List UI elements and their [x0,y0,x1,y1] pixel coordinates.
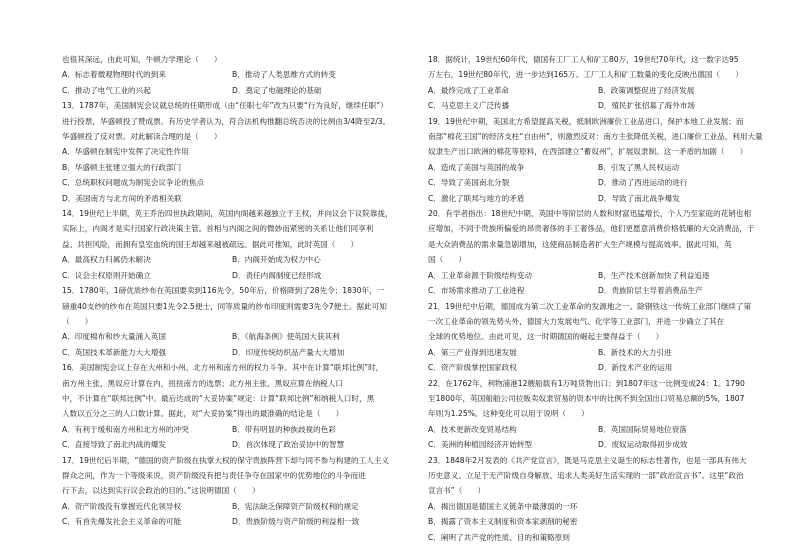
option-row [428,191,768,206]
option-row [428,175,768,190]
answer-option: C．推动了电气工业的兴起 [62,85,151,95]
answer-option: C．资产阶级掌控国家政权 [428,363,517,373]
option-row [428,437,768,452]
text-line: 14．19世纪上半期，英王乔治四世执政期间，英国内阁越来越独立于王权，并向议会下议院靠拢， [62,209,393,219]
option-row [428,345,768,360]
answer-option: D．新技术产业的运用 [598,363,673,373]
option-row [428,98,768,113]
text-line: 历史意义、立足于无产阶级自身解放、追求人类美好生活实现的一部“政治宣言书”。这里“政治 [428,470,744,480]
text-line: 人数以五分之三的人口数计算。据此，对“大妥协案”得出的最准确的结论是（ ） [62,409,344,419]
text-line: （ ） [62,316,93,326]
text-line: B．揭露了资本主义制度和资本家剥削的秘密 [428,517,578,527]
option-row [62,83,402,98]
answer-option: A．工业革命源于阶级结构变动 [428,270,532,280]
text-line: 15．1780年，1磅优质纱布在英国要卖到116先令，50年后，价格降到了28先令；1830年，一 [62,286,385,296]
text-line: 磅重40支纱的纱布在英国只要1先令2.5便士，同等质量的纱布印度则需要3先令7便士。据此可知 [62,301,387,311]
option-row [62,67,402,82]
text-line: 群众之间，作为一个等级来说，资产阶级没有把与责任争夺在国家中的优势地位的斗争而进 [62,470,366,480]
option-row [62,268,402,283]
text-line: A．华盛顿在制宪中发挥了决定性作用 [62,147,189,157]
text-line: 16．美国制宪会议上存在大州和小州、北方州和南方州的权力斗争。其中在计算“联邦比例”时， [62,363,384,373]
answer-option: A．最终完成了工业革命 [428,85,510,95]
answer-option: D．责任内阁制度已经形成 [232,270,322,280]
text-line: 华盛顿投了反对票。对此解读合理的是（ ） [62,132,222,142]
option-row [62,252,402,267]
answer-option: C．导致了美国南北分裂 [428,178,510,188]
text-line: 也很其深远，由此可知，牛顿力学理论（ ） [62,55,222,64]
text-line: 17．19世纪后半期，“德国的资产阶级在执掌大权的保守贵族阵营下却与同不参与构建的工人主义 [62,455,390,465]
text-line: 20．有学者指出：18世纪中期，英国中等阶层的人数和财富迅猛增长，个人乃至家庭的花销也相 [428,209,752,219]
text-line: 全球的优势地位。由此可见，这一时期德国的崛起主要得益于（ ） [428,332,664,342]
option-row [428,268,768,283]
option-row [62,437,402,452]
option-row [428,422,768,437]
answer-option: B．带有明显的种族歧视的色彩 [232,424,336,434]
answer-option: B．《航海条例》使英国大获其利 [232,332,340,342]
answer-option: C．美洲的种植园经济开始转型 [428,440,533,450]
text-line: 年则为1.25%。这种变化可以用于说明（ ） [428,409,589,419]
option-row [428,283,768,298]
answer-option: C．马克思主义广泛传播 [428,101,510,111]
text-line: 是大众消费品的需求量急剧增加，这使商品制造者扩大生产规模与提高效率。据此可知，英 [428,239,732,249]
answer-option: C．英国技术革新能力大大增强 [62,347,167,357]
answer-option: A．最高权力归属仍未解决 [62,255,151,265]
answer-option: D．废奴运动取得初步成效 [598,440,688,450]
answer-option: D．奠定了电磁理论的基础 [232,85,322,95]
answer-option: D．印度传统纺织品产量大大增加 [232,347,345,357]
text-line: 南部“棉花王国”的经济支柱“自由州”，则激烈反对：南方主张降低关税，进口廉价工业品，利用大量 [428,132,763,142]
answer-option: D．推动了西进运动的进行 [598,178,688,188]
text-line: 奴隶生产出口欧洲的棉花等原料，在西部建立“蓄奴州”，扩展奴隶制。这一矛盾的加剧（ ） [428,147,748,157]
option-row [62,499,402,514]
option-row [428,160,768,175]
text-line: C．总统职权问题成为制宪会议争论的焦点 [62,178,204,188]
option-row [62,422,402,437]
answer-option: D．首次体现了政治妥协中的智慧 [232,440,345,450]
option-row [428,83,768,98]
text-line: D．美国南方与北方间的矛盾相关联 [62,193,182,203]
answer-option: B．英国国际贸易地位衰落 [598,424,687,434]
answer-option: B．内阁开始成为权力中心 [232,255,321,265]
text-line: 万左右，19世纪80年代，进一步达到165万。工厂工人和矿工数量的变化反映出德国（ ） [428,70,743,80]
text-line: 中，不计算在“联邦比例”中。最后达成的“大妥协案”规定：计算“联邦比例”和纳税人口时，黑 [62,393,375,403]
text-line: 应增加，不同于贵族所偏爱的昂贵奢侈的手工奢侈品，他们更愿意消费价格低廉的大众消费品，于 [428,224,755,234]
right-column [428,52,768,545]
text-line: 实际上，内阁才是实行国家行政决策主管。首相与内阁之间的微妙而紧密的关系让他们同享利 [62,224,374,234]
answer-option: D．殖民扩张招募了海外市场 [598,101,695,111]
text-line: 23．1848年2月发表的《共产党宣言》，既是马克思主义诞生的标志性著作，也是一部具有伟大 [428,455,747,465]
option-row [62,514,402,529]
answer-option: A．标志着微观物理时代的到来 [62,70,166,80]
text-line: 一次工业革命的领先势头外，德国大力发展电气、化学等工业部门，并进一步确立了其在 [428,316,725,326]
answer-option: C．激化了联邦与地方的矛盾 [428,193,525,203]
text-line: 13．1787年，美国制宪会议就总统的任期形成（由“任职七年”改为只要“行为良好，继续任职”） [62,101,388,111]
text-line: 行下去，以达到实行议会政治的目的。”这说明德国（ ） [62,486,260,496]
answer-option: B．推动了人类思维方式的转变 [232,70,336,80]
answer-option: D．贵族阶层主导着消费品生产 [598,286,703,296]
option-row [428,360,768,375]
text-line: 国（ ） [428,255,466,265]
text-line: 22．在1762年，利物浦港12艘船载有1万吨货物出口；到1807年这一比例变成24：1。1790 [428,378,745,388]
text-line: C．阐明了共产党的性质、目的和策略原则 [428,532,570,542]
text-line: 益、共担风险，而拥有皇室血统的国王却越来越被疏远。据此可推知，此时英国（ ） [62,239,359,249]
answer-option: D．导致了南北战争爆发 [598,193,680,203]
text-line: B．华盛顿主张建立强大的行政部门 [62,162,182,172]
text-line: 21．19世纪中后期，德国成为第二次工业革命的发源地之一。除钢铁这一传统工业部门继续了第 [428,301,752,311]
answer-option: C．市场需求推动了工业进程 [428,286,525,296]
text-line: 宣言书”（ ） [428,486,486,496]
answer-option: C．直接导致了南北内战的爆发 [62,440,167,450]
left-column [62,52,402,530]
answer-option: B．宪法缺乏保障资产阶级权利的规定 [232,501,359,511]
answer-option: B．生产技术创新加快了利益追逐 [598,270,710,280]
answer-option: D．贵族阶级与资产阶级的利益相一致 [232,517,360,527]
answer-option: A．技术更新改变贸易结构 [428,424,517,434]
text-line: 南方州主张，黑奴应计算在内，扭扭南方的选票；北方州主张，黑奴应算在纳税人口 [62,378,343,388]
text-line: 至1800年，英国船舶公司拉贩卖奴隶贸易的资本中的比例不到全国出口贸易总额的5%，1807 [428,393,745,403]
answer-option: C．议会主权原则开始确立 [62,270,151,280]
answer-option: A．造成了美国与英国的战争 [428,162,525,172]
answer-option: A．第三产业得到迅速发展 [428,347,517,357]
answer-option: A．有利于缓和南方州和北方州的冲突 [62,424,189,434]
answer-option: A．印度棉布和纱大量涌入英国 [62,332,166,342]
text-line: 19．19世纪中期，美国北方希望提高关税，抵制欧洲廉价工业品进口，保护本地工业发展；而 [428,116,744,126]
answer-option: B．政策调整促进了经济发展 [598,85,695,95]
text-line: A．揭出德国是德国主义链条中最薄弱的一环 [428,501,578,511]
answer-option: C．有首先爆发社会主义革命的可能 [62,517,182,527]
answer-option: B．引发了黑人民权运动 [598,162,680,172]
option-row [62,345,402,360]
answer-option: A．资产阶级没有掌握近代化领导权 [62,501,182,511]
text-line: 进行投票，华盛顿投了赞成票。有历史学者认为，符合法机构推翻总统否决的比例由3/4降至2/3。 [62,116,391,126]
text-line: 18．据统计，19世纪60年代，德国有工厂工人和矿工80万，19世纪70年代，这一数字达95 [428,55,739,64]
option-row [62,329,402,344]
answer-option: B．新技术的大力引进 [598,347,672,357]
